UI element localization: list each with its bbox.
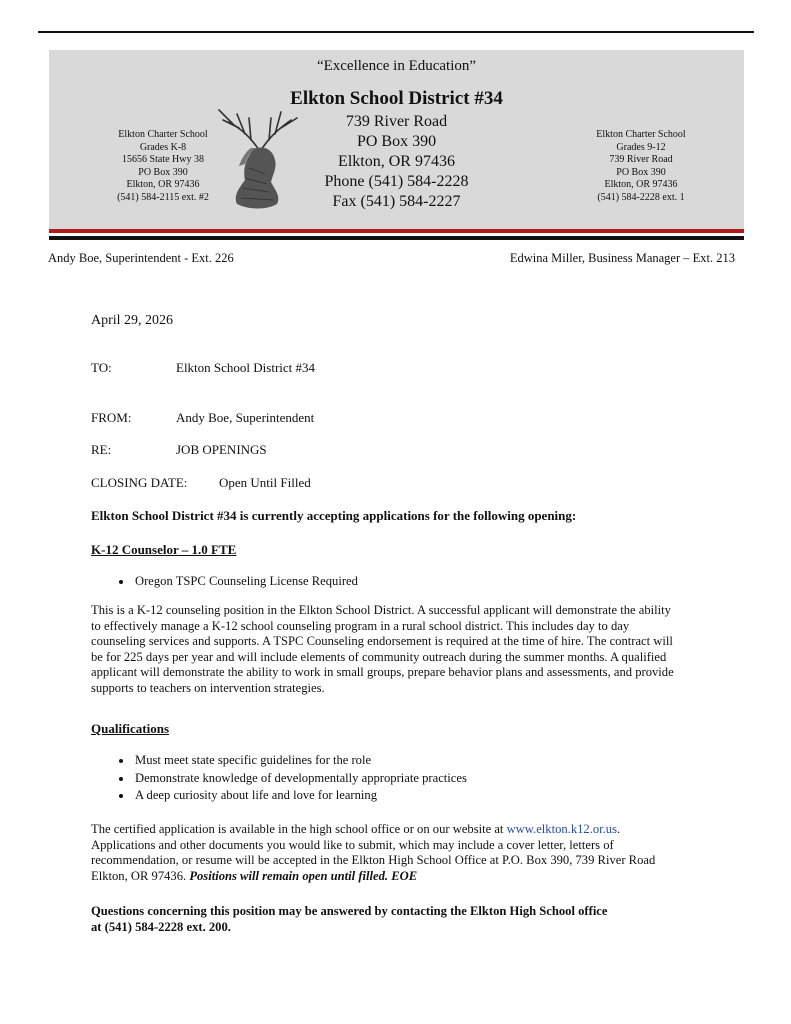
superintendent-contact: Andy Boe, Superintendent - Ext. 226: [48, 251, 234, 265]
from-value: Andy Boe, Superintendent: [176, 410, 315, 425]
re-value: JOB OPENINGS: [176, 442, 267, 457]
district-name: Elkton School District #34: [290, 88, 503, 109]
list-item: • A deep curiosity about life and love for learning: [133, 787, 467, 805]
address-fax: Fax (541) 584-2227: [332, 193, 461, 210]
k8-grades: Grades K-8: [139, 141, 187, 153]
list-item: • Demonstrate knowledge of developmentally appropriate practices: [133, 770, 467, 788]
position-title: K-12 Counselor – 1.0 FTE: [91, 542, 237, 557]
position-description: This is a K-12 counseling position in the Elkton School District. A successful applicant will demonstrate the ability to effectively manage a K-12 school counseling program in a rural school district. This includes day to day counseling services and supports. A TSPC Counseling endorsement is required at the time of hire. The contract will be for 225 days per year and will include elements of community outreach during the summer months. A qualified applicant will demonstrate the ability to work in small groups, prepare behavior plans and assessments, and provide supports to teachers on intervention strategies.: [91, 603, 674, 695]
district-motto: “Excellence in Education”: [316, 58, 477, 74]
requirements-list: [117, 573, 358, 591]
elk-logo-icon: [215, 104, 301, 212]
hs-grades: Grades 9-12: [616, 141, 666, 153]
k8-school-name: Elkton Charter School: [118, 129, 208, 140]
high-school-info: [561, 129, 721, 204]
closing-date-label: CLOSING DATE:: [91, 475, 188, 490]
address-street: 739 River Road: [345, 113, 448, 130]
open-until-filled-notice: Positions will remain open until filled. EOE: [189, 868, 418, 883]
hs-school-name: Elkton Charter School: [596, 129, 686, 140]
to-value: Elkton School District #34: [176, 360, 316, 375]
list-item: • Must meet state specific guidelines for the role: [133, 752, 467, 770]
hs-po-box: PO Box 390: [616, 166, 666, 178]
address-city: Elkton, OR 97436: [338, 153, 455, 170]
memo-date: April 29, 2026: [91, 313, 174, 328]
application-text-end: . Applications and other documents you would like to submit, which may include a cover letter, letters of recommendation, or resume will be accepted in the Elkton High School Office at P.O. Box 390, 739 River Road Elkton, OR 97436.: [91, 822, 656, 883]
questions-contact: Questions concerning this position may be answered by contacting the Elkton High School office at (541) 584-2228 ext. 200.: [91, 904, 608, 934]
k8-phone: (541) 584-2115 ext. #2: [117, 191, 209, 203]
intro-statement: Elkton School District #34 is currently accepting applications for the following opening:: [91, 508, 577, 523]
hs-phone: (541) 584-2228 ext. 1: [597, 191, 685, 203]
top-rule: [38, 31, 754, 33]
hs-city: Elkton, OR 97436: [604, 179, 678, 190]
list-item: • Oregon TSPC Counseling License Required: [133, 573, 358, 591]
k8-city: Elkton, OR 97436: [126, 179, 200, 190]
address-phone: Phone (541) 584-2228: [324, 173, 469, 190]
letterhead: [49, 50, 744, 230]
qualifications-list: [117, 752, 467, 805]
qualifications-heading: Qualifications: [91, 721, 170, 736]
k8-po-box: PO Box 390: [138, 166, 188, 178]
hs-street: 739 River Road: [609, 154, 673, 165]
application-info: [91, 822, 681, 884]
business-manager-contact: Edwina Miller, Business Manager – Ext. 213: [509, 251, 735, 265]
website-link[interactable]: www.elkton.k12.or.us: [506, 822, 618, 836]
red-divider: [49, 229, 744, 233]
application-text-start: The certified application is available in the high school office or on our website at: [91, 822, 507, 836]
address-po-box: PO Box 390: [356, 133, 437, 150]
from-label: FROM:: [91, 410, 132, 425]
black-divider: [49, 236, 744, 240]
to-label: TO:: [91, 360, 112, 375]
k8-street: 15656 State Hwy 38: [122, 154, 204, 165]
closing-date-value: Open Until Filled: [219, 475, 311, 490]
re-label: RE:: [91, 442, 112, 457]
